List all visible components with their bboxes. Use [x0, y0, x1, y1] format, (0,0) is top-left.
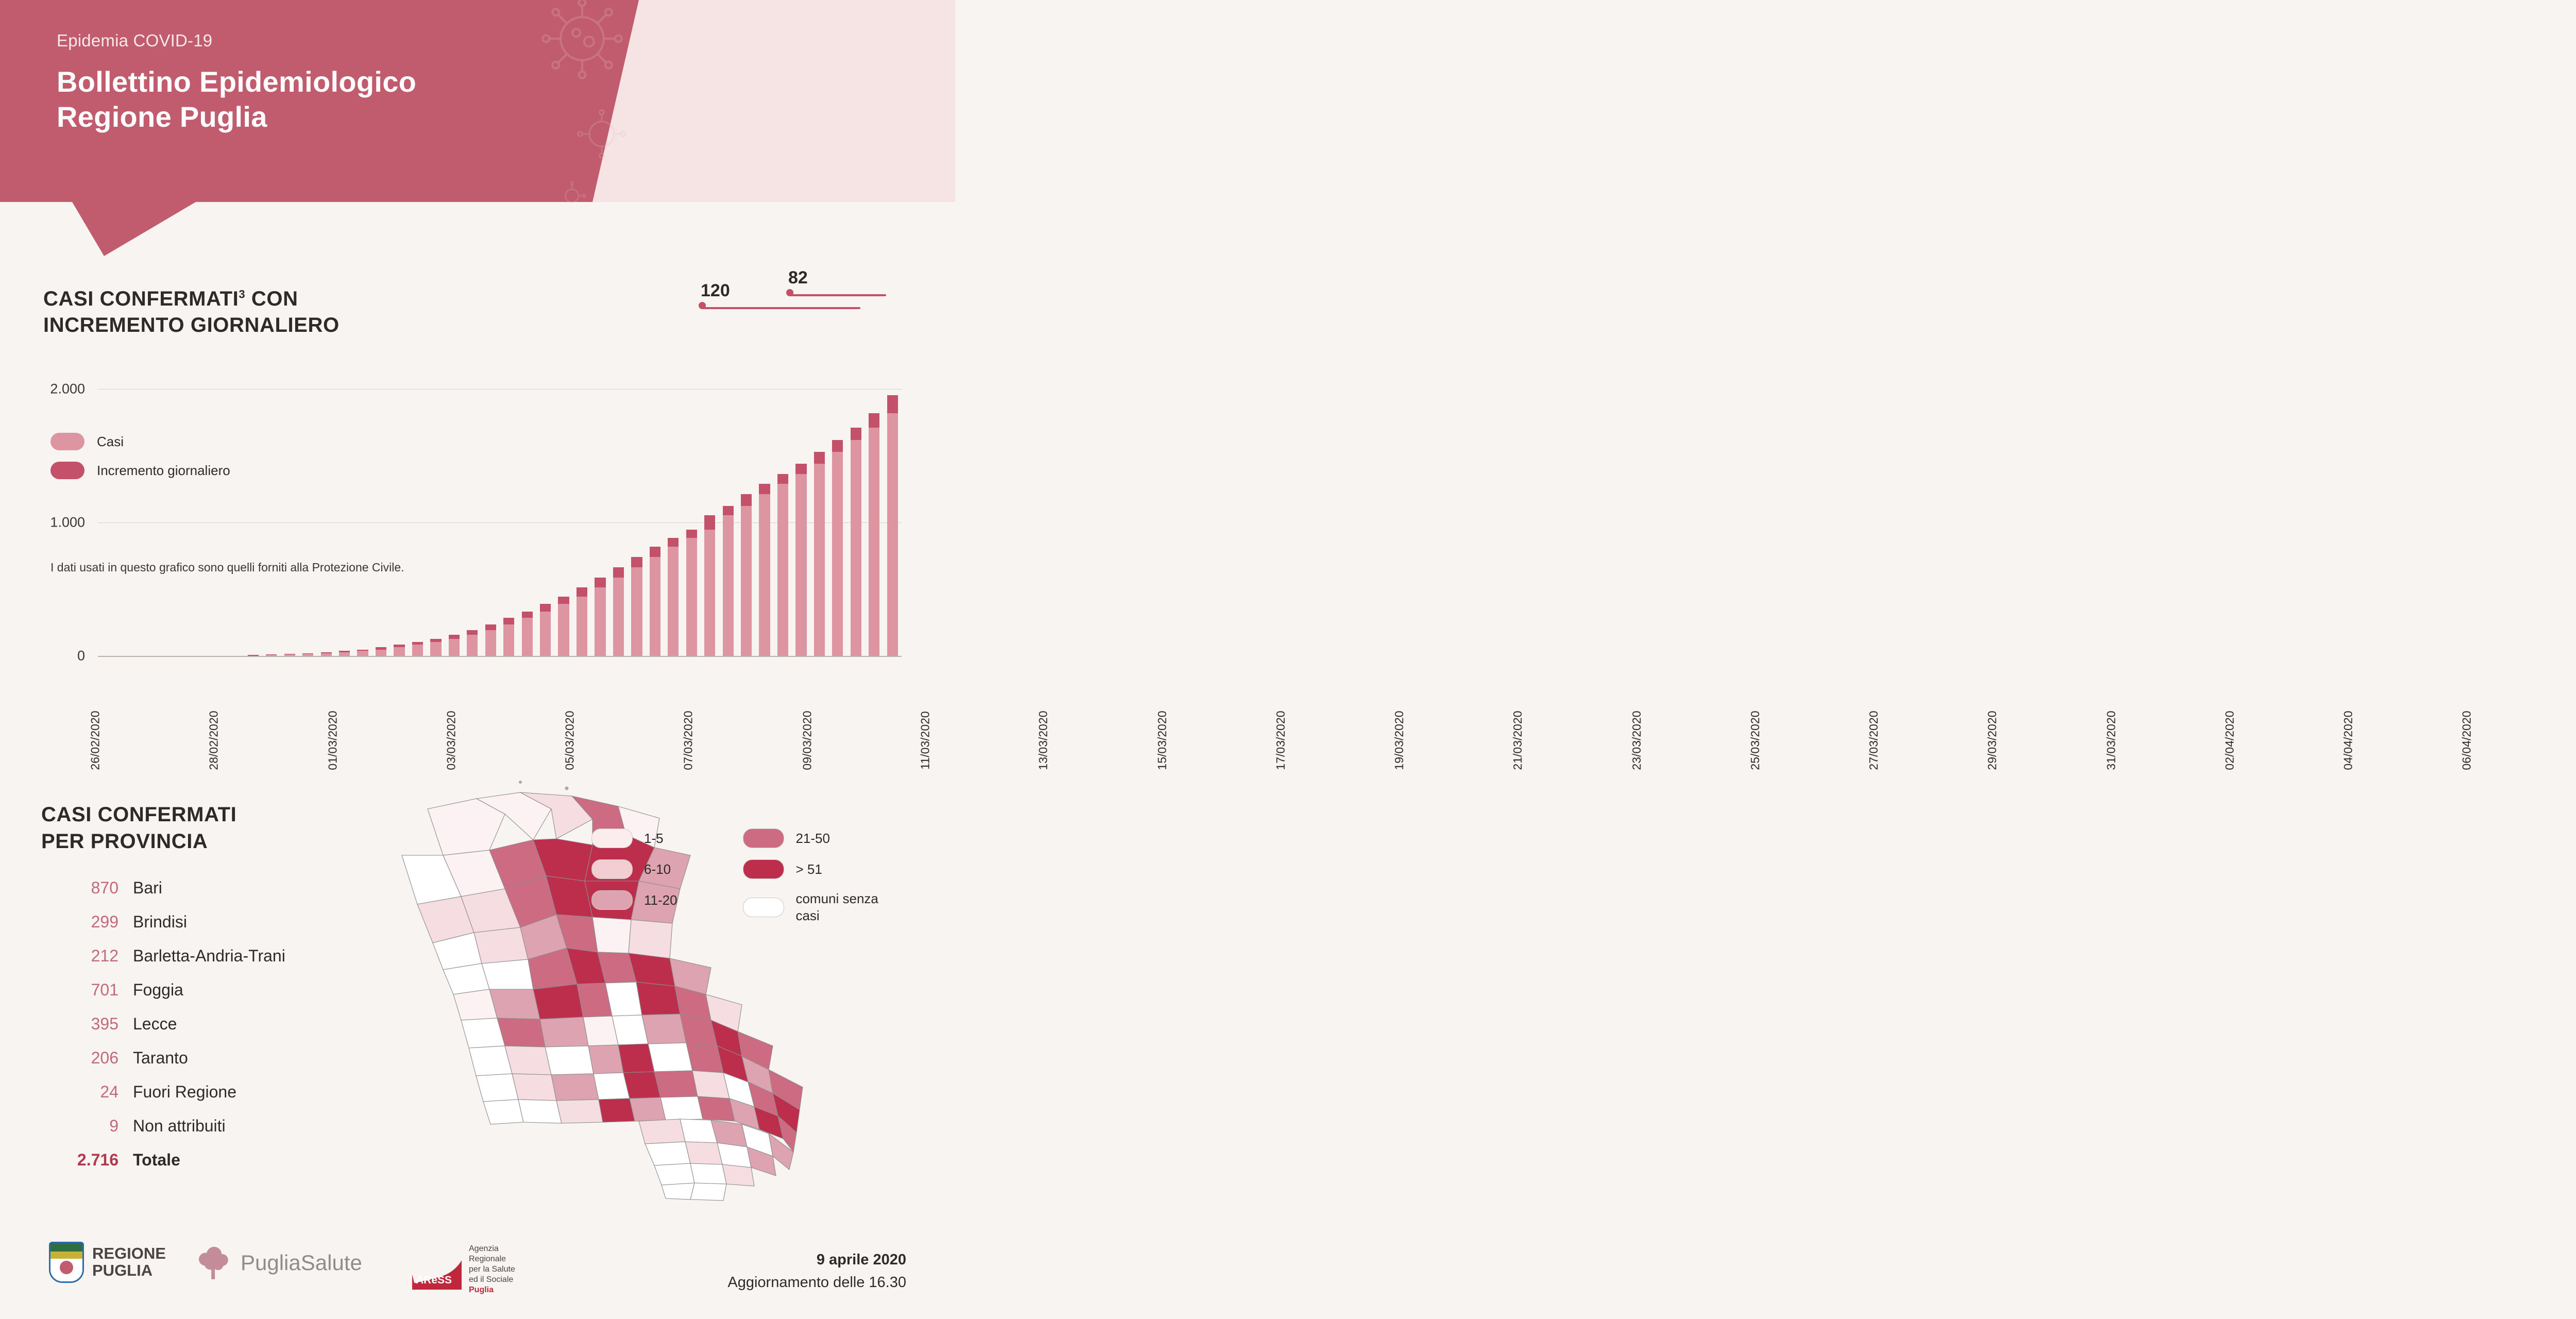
x-tick-label: 17/03/2020 — [1274, 711, 1287, 770]
bar — [357, 650, 368, 656]
x-label-slot — [1748, 661, 1817, 780]
bar-segment-incremento — [577, 587, 587, 596]
bar — [376, 647, 386, 656]
bar — [814, 452, 825, 656]
bar-segment-casi — [741, 506, 752, 656]
x-label-slot — [1511, 661, 1580, 780]
bar-slot — [554, 379, 572, 656]
map-legend-item — [591, 828, 741, 848]
callout-dot — [786, 289, 793, 296]
page-title-line2: Regione Puglia — [57, 100, 267, 133]
bar — [887, 395, 898, 656]
bar-slot — [774, 379, 792, 656]
bar-segment-incremento — [485, 624, 496, 630]
bar-segment-incremento — [631, 557, 642, 567]
bar — [321, 652, 332, 656]
bar-slot — [445, 379, 463, 656]
bar — [577, 587, 587, 656]
province-title-line2: PER PROVINCIA — [41, 830, 208, 853]
bar — [339, 651, 350, 656]
bar-slot — [482, 379, 500, 656]
province-count: 299 — [91, 912, 118, 931]
bar-segment-casi — [558, 604, 569, 656]
map-legend-item — [743, 859, 897, 879]
province-name: Totale — [133, 1151, 180, 1169]
bar-segment-casi — [631, 567, 642, 656]
bar-segment-casi — [339, 652, 350, 656]
bar — [522, 612, 533, 656]
province-count: 206 — [91, 1049, 118, 1067]
callout-value: 120 — [701, 281, 730, 300]
virus-icon-tiny — [554, 178, 590, 214]
bar-segment-incremento — [613, 567, 624, 578]
map-legend-col-left — [591, 828, 741, 921]
x-label-slot — [1392, 661, 1461, 780]
y-tick-label-0: 0 — [77, 648, 85, 664]
x-label-slot — [1274, 661, 1343, 780]
bar-slot — [372, 379, 390, 656]
bar — [540, 604, 551, 656]
bar-segment-incremento — [741, 494, 752, 506]
bar-segment-casi — [686, 538, 697, 656]
callout-value: 82 — [788, 268, 808, 288]
x-label-slot — [1630, 661, 1699, 780]
bar-slot — [390, 379, 408, 656]
bar-segment-casi — [412, 645, 423, 656]
bar-slot — [409, 379, 427, 656]
x-tick-label: 02/04/2020 — [2223, 711, 2236, 770]
x-label-slot — [88, 661, 157, 780]
province-name: Foggia — [133, 980, 183, 999]
aress-mark-text: AReSS — [416, 1274, 452, 1286]
bar-segment-casi — [540, 612, 551, 656]
bar-segment-casi — [650, 557, 660, 656]
bar-slot — [573, 379, 591, 656]
legend-swatch — [743, 859, 784, 879]
footer-date-block — [727, 1249, 906, 1294]
province-count: 870 — [91, 878, 118, 897]
bar-segment-casi — [777, 484, 788, 656]
province-row — [31, 1151, 350, 1185]
province-row — [31, 1049, 350, 1083]
bar-chart-plot — [50, 379, 902, 664]
bar-segment-incremento — [723, 506, 734, 515]
map-legend-item — [743, 890, 897, 924]
x-axis-line — [98, 656, 902, 657]
bar — [412, 642, 423, 656]
chart-note: I dati usati in questo grafico sono quelli forniti alla Protezione Civile. — [50, 561, 404, 574]
bar — [248, 655, 259, 656]
bar-segment-casi — [467, 635, 478, 656]
x-tick-label: 04/04/2020 — [2341, 711, 2355, 770]
bar-slot — [810, 379, 828, 656]
map-legend — [591, 828, 911, 935]
x-label-slot — [918, 661, 987, 780]
bar-slot — [208, 379, 226, 656]
bar-segment-incremento — [503, 618, 514, 624]
page-title-line1: Bollettino Epidemiologico — [57, 65, 417, 98]
page-footer — [0, 1231, 955, 1319]
x-tick-label: 25/03/2020 — [1748, 711, 1762, 770]
bar — [832, 440, 843, 656]
x-tick-label: 09/03/2020 — [800, 711, 814, 770]
callout-line — [788, 294, 886, 296]
province-count: 24 — [100, 1083, 118, 1101]
bar-segment-incremento — [522, 612, 533, 618]
bar-segment-incremento — [887, 395, 898, 413]
bar — [449, 635, 460, 656]
y-tick-label-1000: 1.000 — [50, 514, 85, 530]
bulletin-update-time: Aggiornamento delle 16.30 — [727, 1274, 906, 1291]
bar-series-container — [98, 379, 902, 656]
bar-segment-incremento — [832, 440, 843, 452]
bar — [503, 618, 514, 656]
bar-segment-incremento — [851, 428, 861, 440]
bar — [741, 494, 752, 656]
bar-segment-casi — [759, 494, 770, 656]
province-title-line1: CASI CONFERMATI — [41, 803, 237, 826]
bulletin-date: 9 aprile 2020 — [816, 1252, 906, 1268]
legend-swatch — [591, 890, 633, 910]
bar — [430, 639, 441, 656]
legend-swatch — [50, 462, 84, 479]
x-tick-label: 11/03/2020 — [918, 711, 932, 770]
virus-icon-small — [571, 103, 633, 165]
tree-icon — [193, 1245, 233, 1281]
logo-aress — [412, 1244, 515, 1295]
bar — [723, 506, 734, 656]
province-name: Taranto — [133, 1049, 188, 1067]
bar — [558, 597, 569, 656]
bar-slot — [737, 379, 755, 656]
virus-icon — [531, 0, 634, 88]
bar — [869, 413, 879, 656]
logo-regione-text: REGIONE PUGLIA — [92, 1244, 166, 1279]
bar-slot — [116, 379, 134, 656]
shield-icon — [49, 1242, 84, 1283]
bar-slot — [226, 379, 244, 656]
x-label-slot — [800, 661, 869, 780]
province-name: Bari — [133, 878, 162, 897]
footnote-marker: 3 — [239, 288, 246, 301]
bar-segment-casi — [503, 624, 514, 656]
bar-slot — [317, 379, 335, 656]
bar-slot — [683, 379, 701, 656]
x-tick-label: 15/03/2020 — [1155, 711, 1169, 770]
aress-description: Agenzia Regionale per la Salute ed il Sociale Puglia — [469, 1244, 515, 1294]
province-count: 2.716 — [77, 1151, 118, 1169]
bar-slot — [828, 379, 846, 656]
bar-segment-casi — [449, 639, 460, 656]
bar-segment-incremento — [759, 484, 770, 494]
bar-segment-casi — [887, 413, 898, 656]
bar-slot — [591, 379, 609, 656]
bar-segment-casi — [302, 654, 313, 656]
legend-label: 1-5 — [644, 830, 664, 846]
province-name: Barletta-Andria-Trani — [133, 946, 285, 965]
bar-segment-casi — [321, 653, 332, 656]
x-tick-label: 21/03/2020 — [1511, 711, 1524, 770]
bar-segment-incremento — [686, 530, 697, 538]
x-tick-label: 26/02/2020 — [88, 711, 102, 770]
bar-segment-casi — [704, 530, 715, 656]
bar-segment-casi — [869, 428, 879, 656]
province-count: 212 — [91, 946, 118, 965]
chart-title-line1: CASI CONFERMATI$^3$ CON — [43, 288, 298, 310]
x-label-slot — [1036, 661, 1105, 780]
x-label-slot — [2223, 661, 2292, 780]
legend-label: 6-10 — [644, 861, 671, 877]
x-tick-label: 27/03/2020 — [1867, 711, 1880, 770]
bar-slot — [189, 379, 207, 656]
province-list — [31, 878, 350, 1185]
x-label-slot — [1985, 661, 2054, 780]
bar — [284, 654, 295, 656]
bar — [631, 557, 642, 656]
x-tick-label: 06/04/2020 — [2460, 711, 2473, 770]
bar-segment-incremento — [248, 655, 259, 656]
x-tick-label: 29/03/2020 — [1985, 711, 1999, 770]
bar-slot — [262, 379, 280, 656]
x-label-slot — [2341, 661, 2410, 780]
bar — [686, 530, 697, 656]
bar-segment-incremento — [704, 515, 715, 530]
bar — [668, 538, 679, 656]
bar-segment-casi — [357, 651, 368, 656]
aress-mark-icon — [412, 1249, 462, 1290]
x-tick-label: 03/03/2020 — [444, 711, 458, 770]
x-label-slot — [563, 661, 632, 780]
bar — [467, 630, 478, 656]
bar-slot — [755, 379, 773, 656]
province-name: Brindisi — [133, 912, 187, 931]
map-legend-item — [591, 859, 741, 879]
province-row — [31, 980, 350, 1014]
x-label-slot — [2460, 661, 2529, 780]
bar-segment-incremento — [595, 578, 605, 587]
legend-label: Incremento giornaliero — [97, 462, 230, 478]
province-name: Lecce — [133, 1014, 177, 1033]
x-label-slot — [207, 661, 276, 780]
province-section-title — [41, 801, 236, 855]
legend-swatch — [50, 433, 84, 450]
bar-slot — [335, 379, 353, 656]
x-axis-labels — [88, 661, 2473, 780]
bar-segment-casi — [266, 655, 277, 656]
bar-segment-casi — [284, 654, 295, 656]
bar-slot — [628, 379, 646, 656]
bar-segment-casi — [595, 587, 605, 656]
bar-slot — [792, 379, 810, 656]
province-name: Non attribuiti — [133, 1117, 226, 1135]
bar-segment-incremento — [795, 464, 806, 474]
legend-swatch — [591, 859, 633, 879]
bar-segment-incremento — [869, 413, 879, 428]
bar — [759, 484, 770, 656]
bar-segment-incremento — [777, 474, 788, 484]
x-tick-label: 31/03/2020 — [2104, 711, 2118, 770]
bar-segment-incremento — [540, 604, 551, 612]
bar-segment-incremento — [558, 597, 569, 604]
bar — [650, 547, 660, 656]
bar-slot — [536, 379, 554, 656]
chart-title — [43, 286, 340, 339]
bar-segment-incremento — [449, 635, 460, 639]
bar-segment-incremento — [467, 630, 478, 635]
x-label-slot — [1867, 661, 1936, 780]
bar-segment-casi — [814, 464, 825, 656]
bar-slot — [518, 379, 536, 656]
x-tick-label: 19/03/2020 — [1392, 711, 1406, 770]
province-row — [31, 1083, 350, 1117]
bar — [795, 464, 806, 656]
header-banner-tail — [72, 202, 196, 256]
bar — [595, 578, 605, 656]
bar-segment-casi — [851, 440, 861, 656]
bar-segment-casi — [795, 474, 806, 656]
province-row — [31, 1014, 350, 1049]
bar-slot — [98, 379, 116, 656]
logo-regione-puglia — [49, 1242, 166, 1283]
x-tick-label: 01/03/2020 — [326, 711, 340, 770]
province-count: 9 — [109, 1117, 118, 1135]
province-count: 701 — [91, 980, 118, 999]
page-title — [57, 64, 416, 135]
legend-label: 11-20 — [644, 892, 677, 908]
callout-dot — [699, 302, 706, 309]
bar-segment-casi — [394, 647, 404, 656]
bar-segment-incremento — [814, 452, 825, 464]
x-label-slot — [681, 661, 750, 780]
x-tick-label: 28/02/2020 — [207, 711, 221, 770]
bar-slot — [500, 379, 518, 656]
bar-segment-casi — [430, 642, 441, 656]
legend-label: Casi — [97, 433, 124, 449]
province-row — [31, 878, 350, 912]
bar-slot — [134, 379, 152, 656]
x-tick-label: 23/03/2020 — [1630, 711, 1643, 770]
x-tick-label: 07/03/2020 — [681, 711, 695, 770]
province-name: Fuori Regione — [133, 1083, 236, 1101]
legend-swatch — [743, 898, 784, 917]
bar-segment-casi — [668, 547, 679, 656]
bar-slot — [646, 379, 664, 656]
bar — [394, 645, 404, 656]
bar-slot — [152, 379, 171, 656]
bar — [777, 474, 788, 656]
callout-line — [701, 307, 860, 309]
x-label-slot — [1155, 661, 1224, 780]
bar-slot — [719, 379, 737, 656]
bar-slot — [701, 379, 719, 656]
x-label-slot — [444, 661, 513, 780]
bar-segment-casi — [832, 452, 843, 656]
callout-82 — [788, 268, 886, 296]
bar-slot — [664, 379, 682, 656]
bar-slot — [463, 379, 481, 656]
bar-segment-incremento — [668, 538, 679, 547]
chart-title-line2: INCREMENTO GIORNALIERO — [43, 314, 340, 337]
bar-slot — [281, 379, 299, 656]
map-legend-item — [743, 828, 897, 848]
bar-segment-casi — [577, 597, 587, 656]
province-row — [31, 912, 350, 946]
bar-segment-casi — [485, 630, 496, 656]
bar-slot — [847, 379, 865, 656]
bar — [266, 654, 277, 656]
legend-label: > 51 — [795, 861, 822, 877]
bar-segment-casi — [522, 618, 533, 656]
page-kicker: Epidemia COVID-19 — [57, 31, 213, 50]
bar-slot — [353, 379, 371, 656]
bar-slot — [865, 379, 883, 656]
y-tick-label-2000: 2.000 — [50, 381, 85, 397]
bar-slot — [609, 379, 628, 656]
bar-segment-casi — [376, 650, 386, 656]
province-row — [31, 1117, 350, 1151]
bar-slot — [883, 379, 901, 656]
legend-swatch — [743, 828, 784, 848]
x-label-slot — [326, 661, 395, 780]
bar-slot — [171, 379, 189, 656]
legend-label: comuni senza casi — [795, 891, 878, 923]
province-row — [31, 946, 350, 980]
bar-segment-incremento — [650, 547, 660, 557]
bar — [302, 653, 313, 656]
bar-slot — [244, 379, 262, 656]
bar — [851, 428, 861, 656]
legend-label: 21-50 — [795, 830, 830, 846]
province-count: 395 — [91, 1014, 118, 1033]
bar-slot — [299, 379, 317, 656]
x-tick-label: 13/03/2020 — [1036, 711, 1050, 770]
x-label-slot — [2104, 661, 2173, 780]
logo-puglia-salute — [193, 1245, 362, 1281]
bar-segment-casi — [723, 515, 734, 656]
map-legend-col-right — [743, 828, 897, 935]
map-legend-item — [591, 890, 741, 910]
x-tick-label: 05/03/2020 — [563, 711, 577, 770]
bar — [613, 567, 624, 656]
bar — [704, 515, 715, 656]
bar-segment-casi — [613, 578, 624, 656]
page-header — [0, 0, 955, 258]
bar-slot — [427, 379, 445, 656]
legend-swatch — [591, 828, 633, 848]
logo-puglia-text: PugliaSalute — [241, 1250, 362, 1275]
bar — [485, 624, 496, 656]
